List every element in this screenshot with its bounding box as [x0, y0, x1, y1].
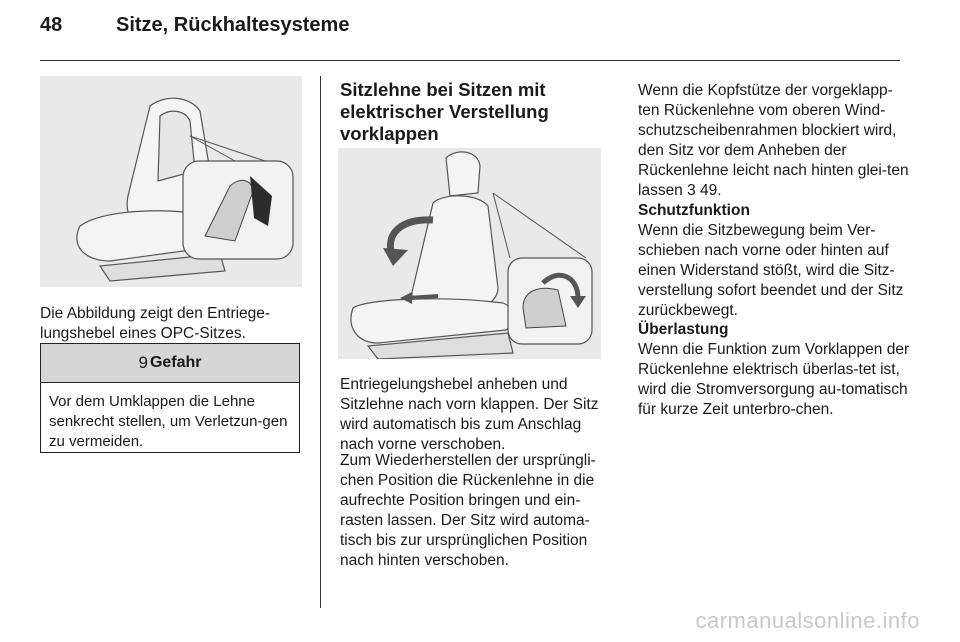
- protection-text: Wenn die Sitzbewegung beim Ver-schieben nach vorne oder hinten auf einen Widerstand stößt, wird die Sitz-verstellung sofort beendet und der Sitz zurückbewegt.: [638, 222, 904, 319]
- electric-seat-illustration: [338, 148, 601, 359]
- instruction-paragraph-2: Zum Wiederherstellen der ursprüngli-chen Position die Rückenlehne in die aufrechte Position bringen und ein-rasten lassen. Der Sitz wird automa-tisch bis zur ursprünglichen Position nach hinten verschoben.: [340, 452, 596, 569]
- protection-section: [638, 201, 910, 321]
- header-rule: [40, 60, 900, 61]
- warning-header: [41, 344, 299, 383]
- danger-warning-box: [40, 343, 300, 453]
- instruction-paragraph-1: Entriegelungshebel anheben und Sitzlehne nach vorn klappen. Der Sitz wird automatisch bis zum Anschlag nach vorne verschoben.: [340, 376, 599, 453]
- headrest-text: Wenn die Kopfstütze der vorgeklapp-ten Rückenlehne vom oberen Wind-schutzscheibenrahmen blockiert wird, den Sitz vor dem Anheben der Rückenlehne leicht nach hinten glei-ten lassen: [638, 82, 909, 199]
- warning-text: Vor dem Umklappen die Lehne senkrecht stellen, um Verletzun-gen zu vermeiden.: [49, 393, 288, 450]
- overload-text: Wenn die Funktion zum Vorklappen der Rückenlehne elektrisch überlas-tet ist, wird die Stromversorgung au-tomatisch für kurze Zeit unterbro-chen.: [638, 341, 910, 418]
- opc-seat-drawing: [40, 76, 302, 287]
- overload-title: Überlastung: [638, 321, 729, 338]
- column-divider: [320, 76, 321, 608]
- page-reference-icon: 3: [687, 182, 696, 199]
- electric-seat-drawing: [338, 148, 601, 359]
- overload-section: [638, 320, 910, 420]
- figure-caption: Die Abbildung zeigt den Entriege-lungshebel eines OPC-Sitzes.: [40, 305, 271, 342]
- page-reference: 49.: [695, 182, 722, 199]
- protection-title: Schutzfunktion: [638, 202, 750, 219]
- opc-seat-illustration: [40, 76, 302, 287]
- section-heading: Sitzlehne bei Sitzen mit elektrischer Verstellung vorklappen: [340, 79, 549, 144]
- chapter-title: Sitze, Rückhaltesysteme: [116, 14, 350, 36]
- warning-title: Gefahr: [149, 354, 202, 371]
- watermark: carmanualsonline.info: [695, 608, 920, 633]
- page-number: 48: [40, 14, 63, 36]
- warning-triangle-icon: 9: [138, 353, 148, 372]
- headrest-paragraph: [638, 81, 910, 201]
